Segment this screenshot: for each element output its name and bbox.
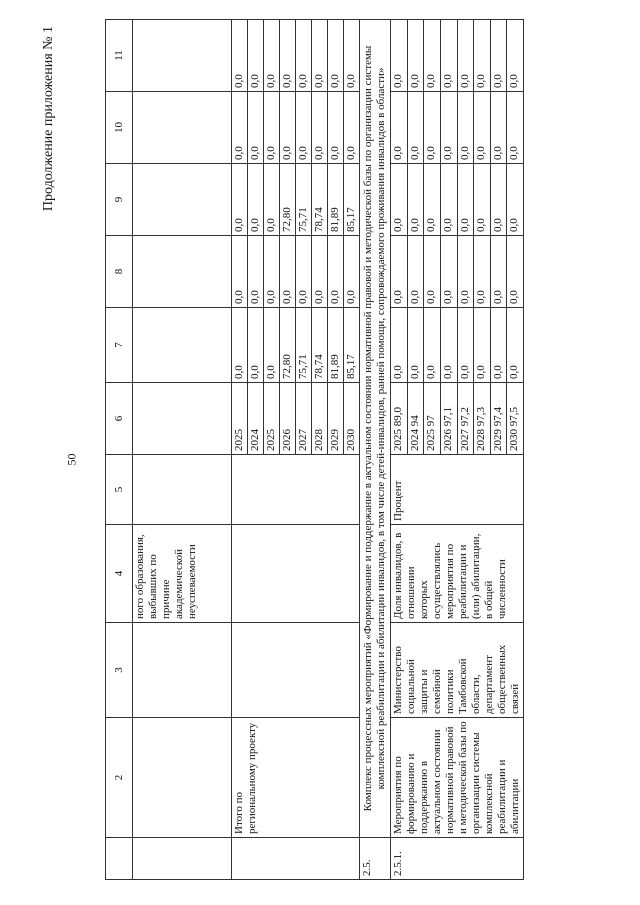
year: 2029 bbox=[491, 429, 504, 451]
col-header: 2 bbox=[106, 718, 133, 838]
value-cell: 0,0 bbox=[457, 20, 474, 92]
value-cell: 0,0 bbox=[344, 20, 360, 92]
value-cell: 0,0 bbox=[312, 92, 328, 164]
value-cell: 0,0 bbox=[490, 308, 507, 383]
value-cell: 0,0 bbox=[264, 236, 280, 308]
value-cell: 0,0 bbox=[424, 92, 441, 164]
value-cell: 81,89 bbox=[328, 164, 344, 236]
year: 2030 bbox=[508, 429, 521, 451]
value-cell: 0,0 bbox=[407, 92, 424, 164]
year-cell: 2030 bbox=[344, 383, 360, 455]
appendix-caption: Продолжение приложения № 1 bbox=[41, 26, 56, 212]
value-cell: 85,17 bbox=[344, 308, 360, 383]
value-cell: 0,0 bbox=[424, 20, 441, 92]
target-value: 97,3 bbox=[475, 407, 488, 427]
value-cell: 0,0 bbox=[232, 20, 248, 92]
value-cell: 0,0 bbox=[490, 20, 507, 92]
value-cell: 0,0 bbox=[440, 164, 457, 236]
value-cell: 0,0 bbox=[344, 92, 360, 164]
col-header: 11 bbox=[106, 20, 133, 92]
value-cell: 0,0 bbox=[474, 236, 491, 308]
target-value: 97,4 bbox=[491, 407, 504, 427]
empty-cell bbox=[232, 455, 360, 525]
value-cell: 78,74 bbox=[312, 308, 328, 383]
year: 2028 bbox=[475, 429, 488, 451]
year-cell: 2028 bbox=[312, 383, 328, 455]
col-header: 8 bbox=[106, 236, 133, 308]
value-cell: 0,0 bbox=[457, 308, 474, 383]
year-value-cell bbox=[507, 383, 524, 455]
value-cell: 0,0 bbox=[424, 236, 441, 308]
year: 2026 bbox=[441, 429, 454, 451]
value-cell: 0,0 bbox=[232, 308, 248, 383]
value-cell: 0,0 bbox=[474, 92, 491, 164]
value-cell: 0,0 bbox=[296, 92, 312, 164]
value-cell: 0,0 bbox=[474, 20, 491, 92]
year-cell: 2025 bbox=[264, 383, 280, 455]
col-header: 5 bbox=[106, 455, 133, 525]
value-cell: 78,74 bbox=[312, 164, 328, 236]
value-cell: 0,0 bbox=[407, 236, 424, 308]
value-cell: 72,80 bbox=[280, 164, 296, 236]
value-cell: 0,0 bbox=[264, 164, 280, 236]
value-cell: 0,0 bbox=[507, 20, 524, 92]
value-cell: 0,0 bbox=[507, 308, 524, 383]
value-cell: 0,0 bbox=[312, 236, 328, 308]
empty-cell bbox=[232, 838, 360, 880]
value-cell: 0,0 bbox=[328, 236, 344, 308]
value-cell: 75,71 bbox=[296, 308, 312, 383]
item-event: Мероприятия по формированию и поддержанию в актуальном состоянии нормативной правовой и методической базы по организации системы комплексной реабилитации и абилитации bbox=[391, 718, 524, 838]
col-header: 10 bbox=[106, 92, 133, 164]
target-value: 97,1 bbox=[441, 407, 454, 427]
value-cell: 0,0 bbox=[248, 308, 264, 383]
item-number: 2.5.1. bbox=[391, 838, 524, 880]
year-value-cell bbox=[424, 383, 441, 455]
header-row bbox=[106, 20, 133, 880]
value-cell: 0,0 bbox=[232, 92, 248, 164]
value-cell: 0,0 bbox=[280, 20, 296, 92]
indicator-continuation-row bbox=[133, 20, 232, 880]
target-value: 94 bbox=[408, 415, 421, 427]
year-value-cell bbox=[490, 383, 507, 455]
value-cell: 0,0 bbox=[232, 164, 248, 236]
value-cell: 0,0 bbox=[296, 236, 312, 308]
section-row bbox=[360, 20, 391, 880]
year: 2025 bbox=[392, 429, 404, 451]
value-cell: 0,0 bbox=[440, 92, 457, 164]
value-cell: 72,80 bbox=[280, 308, 296, 383]
year-cell: 2024 bbox=[248, 383, 264, 455]
item-indicator: Доля инвалидов, в отношении которых осуществлялись мероприятия по реабилитации и (или) абилитации, в общей численности bbox=[391, 525, 524, 623]
value-cell: 0,0 bbox=[248, 164, 264, 236]
target-value: 97,2 bbox=[458, 407, 471, 427]
value-cell: 0,0 bbox=[248, 20, 264, 92]
target-value: 97 bbox=[425, 415, 438, 427]
value-cell: 0,0 bbox=[344, 236, 360, 308]
value-cell: 0,0 bbox=[264, 308, 280, 383]
target-value: 97,5 bbox=[508, 407, 521, 427]
col-header: 9 bbox=[106, 164, 133, 236]
value-cell: 0,0 bbox=[457, 236, 474, 308]
table-row bbox=[391, 20, 408, 880]
col-header: 7 bbox=[106, 308, 133, 383]
program-table bbox=[105, 19, 524, 880]
year-value-cell bbox=[457, 383, 474, 455]
value-cell: 0,0 bbox=[474, 308, 491, 383]
value-cell: 0,0 bbox=[424, 308, 441, 383]
value-cell: 0,0 bbox=[407, 164, 424, 236]
year-cell: 2027 bbox=[296, 383, 312, 455]
value-cell: 0,0 bbox=[457, 164, 474, 236]
year-value-cell bbox=[474, 383, 491, 455]
value-cell: 0,0 bbox=[296, 20, 312, 92]
year: 2025 bbox=[425, 429, 438, 451]
value-cell: 0,0 bbox=[424, 164, 441, 236]
col-header: 6 bbox=[106, 383, 133, 455]
year-cell: 2029 bbox=[328, 383, 344, 455]
target-value: 89,0 bbox=[392, 407, 404, 427]
year-cell: 2025 bbox=[232, 383, 248, 455]
value-cell: 0,0 bbox=[490, 236, 507, 308]
year-value-cell bbox=[440, 383, 457, 455]
table-row bbox=[232, 20, 248, 880]
value-cell: 0,0 bbox=[474, 164, 491, 236]
item-executor: Министерство социальной защиты и семейной политики Тамбовской области, департамент общественных связей bbox=[391, 623, 524, 718]
value-cell: 0,0 bbox=[507, 92, 524, 164]
value-cell: 0,0 bbox=[440, 308, 457, 383]
value-cell: 0,0 bbox=[391, 236, 408, 308]
value-cell: 0,0 bbox=[440, 20, 457, 92]
value-cell: 0,0 bbox=[248, 236, 264, 308]
item-block bbox=[391, 20, 524, 880]
value-cell: 0,0 bbox=[407, 20, 424, 92]
value-cell: 0,0 bbox=[391, 92, 408, 164]
value-cell: 0,0 bbox=[280, 92, 296, 164]
year-value-cell bbox=[391, 383, 408, 455]
value-cell: 0,0 bbox=[312, 20, 328, 92]
value-cell: 0,0 bbox=[507, 164, 524, 236]
value-cell: 0,0 bbox=[407, 308, 424, 383]
total-label: Итого по региональному проекту bbox=[232, 718, 360, 838]
item-unit: Процент bbox=[391, 455, 524, 525]
value-cell: 0,0 bbox=[391, 308, 408, 383]
col-header bbox=[106, 838, 133, 880]
value-cell: 0,0 bbox=[457, 92, 474, 164]
section-number: 2.5. bbox=[360, 838, 391, 880]
value-cell: 0,0 bbox=[391, 20, 408, 92]
value-cell: 81,89 bbox=[328, 308, 344, 383]
value-cell: 0,0 bbox=[328, 92, 344, 164]
empty-cell bbox=[232, 623, 360, 718]
year: 2027 bbox=[458, 429, 471, 451]
value-cell: 0,0 bbox=[232, 236, 248, 308]
value-cell: 0,0 bbox=[440, 236, 457, 308]
col-header: 3 bbox=[106, 623, 133, 718]
empty-cell bbox=[232, 525, 360, 623]
top-block bbox=[133, 20, 360, 880]
value-cell: 85,17 bbox=[344, 164, 360, 236]
value-cell: 0,0 bbox=[264, 92, 280, 164]
year-cell: 2026 bbox=[280, 383, 296, 455]
value-cell: 0,0 bbox=[264, 20, 280, 92]
section-title: Комплекс процессных мероприятий «Формирование и поддержание в актуальном состоянии нормативной правовой и методической базы по организации системы комплексной реабилитации и абилитации инвалидов, в том числе детей-инвалидов, ранней помощи, сопровождаемого проживания инвалидов в области» bbox=[360, 20, 391, 838]
value-cell: 0,0 bbox=[490, 92, 507, 164]
page-number: 50 bbox=[64, 453, 79, 466]
value-cell: 0,0 bbox=[490, 164, 507, 236]
indicator-text: ного образования, выбывших по причине академической неуспеваемости bbox=[133, 525, 232, 623]
col-header: 4 bbox=[106, 525, 133, 623]
value-cell: 0,0 bbox=[248, 92, 264, 164]
value-cell: 0,0 bbox=[328, 20, 344, 92]
value-cell: 0,0 bbox=[280, 236, 296, 308]
value-cell: 75,71 bbox=[296, 164, 312, 236]
year-value-cell bbox=[407, 383, 424, 455]
year: 2024 bbox=[408, 429, 421, 451]
section-block bbox=[360, 20, 391, 880]
rotated-page-content bbox=[41, 20, 540, 880]
value-cell: 0,0 bbox=[507, 236, 524, 308]
value-cell: 0,0 bbox=[391, 164, 408, 236]
